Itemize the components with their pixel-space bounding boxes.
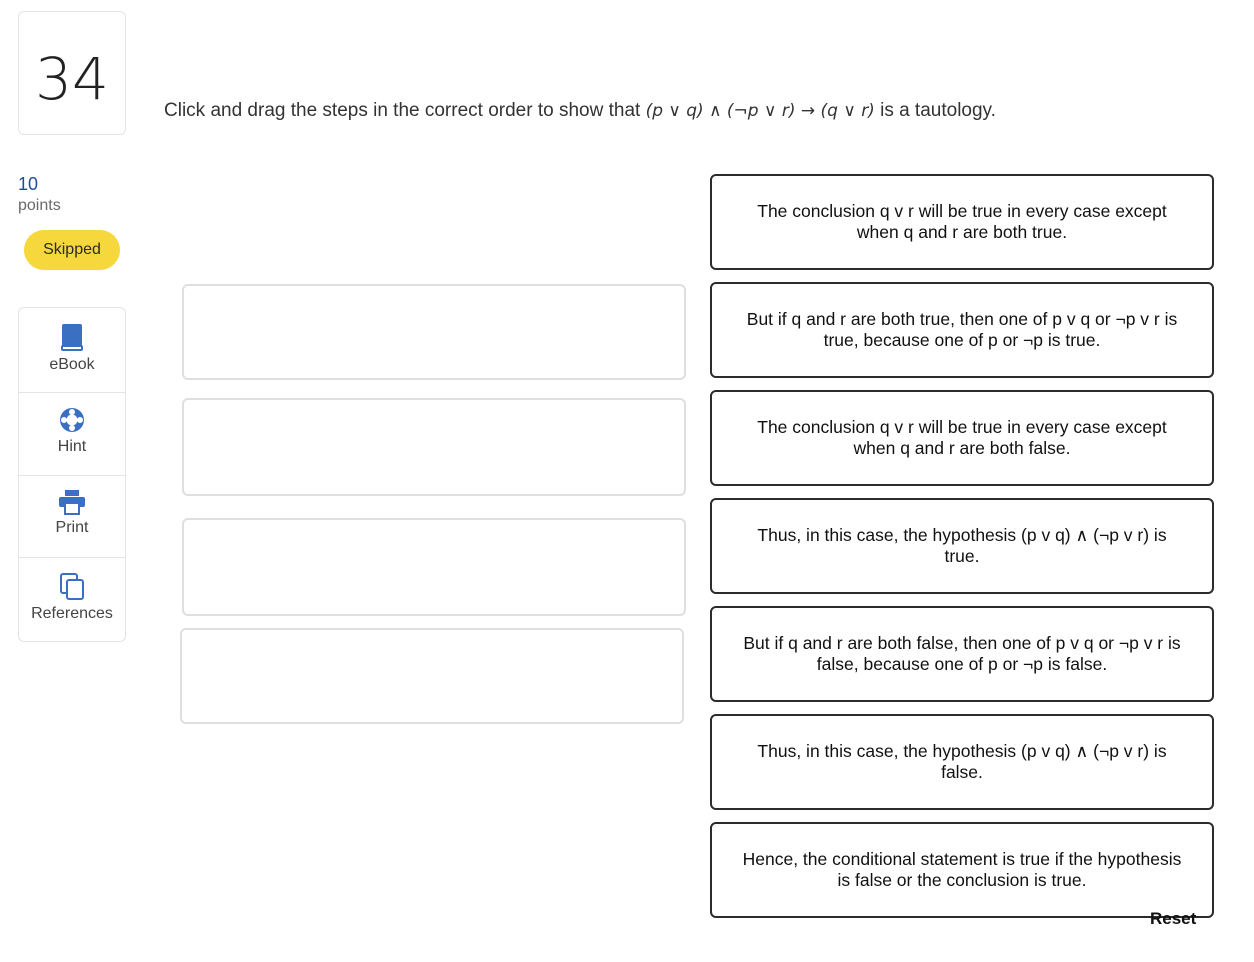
drop-slot-3[interactable] xyxy=(182,518,686,616)
copy-icon xyxy=(58,571,86,601)
drop-slot-1[interactable] xyxy=(182,284,686,380)
points-label: points xyxy=(18,197,61,214)
question-number-box xyxy=(18,11,126,135)
instructions xyxy=(164,100,996,122)
lifebuoy-icon xyxy=(58,406,86,434)
step-card-6[interactable]: Thus, in this case, the hypothesis (p v q) ∧ (¬p v r) is false. xyxy=(710,714,1214,810)
step-card-4[interactable]: Thus, in this case, the hypothesis (p v q) ∧ (¬p v r) is true. xyxy=(710,498,1214,594)
drop-slot-2[interactable] xyxy=(182,398,686,496)
book-icon xyxy=(59,322,85,352)
step-card-3[interactable]: The conclusion q v r will be true in every case except when q and r are both false. xyxy=(710,390,1214,486)
divider xyxy=(19,475,125,476)
references-button[interactable] xyxy=(19,571,125,623)
step-card-7[interactable]: Hence, the conditional statement is true if the hypothesis is false or the conclusion is true. xyxy=(710,822,1214,918)
step-card-5[interactable]: But if q and r are both false, then one of p v q or ¬p v r is false, because one of p or ¬p is false. xyxy=(710,606,1214,702)
step-card-1[interactable]: The conclusion q v r will be true in every case except when q and r are both true. xyxy=(710,174,1214,270)
ebook-label: eBook xyxy=(49,356,95,373)
points-value: 10 xyxy=(18,174,39,194)
instructions-formula: (p ∨ q) ∧ (¬p ∨ r) → (q ∨ r) xyxy=(645,101,875,121)
instructions-text-after: is a tautology. xyxy=(874,100,996,121)
printer-icon xyxy=(57,489,87,515)
drop-slot-4[interactable] xyxy=(180,628,684,724)
references-label: References xyxy=(31,605,113,622)
print-label: Print xyxy=(55,519,89,536)
question-number: 34 xyxy=(35,45,109,113)
status-badge: Skipped xyxy=(24,230,120,270)
instructions-text-before: Click and drag the steps in the correct order to show that xyxy=(164,100,646,121)
divider xyxy=(19,392,125,393)
hint-button[interactable] xyxy=(19,406,125,456)
step-card-2[interactable]: But if q and r are both true, then one of p v q or ¬p v r is true, because one of p or ¬p is true. xyxy=(710,282,1214,378)
print-button[interactable] xyxy=(19,489,125,537)
ebook-button[interactable] xyxy=(19,322,125,374)
reset-button[interactable]: Reset xyxy=(1150,909,1197,928)
divider xyxy=(19,557,125,558)
tools-panel xyxy=(18,307,126,642)
hint-label: Hint xyxy=(57,438,87,455)
